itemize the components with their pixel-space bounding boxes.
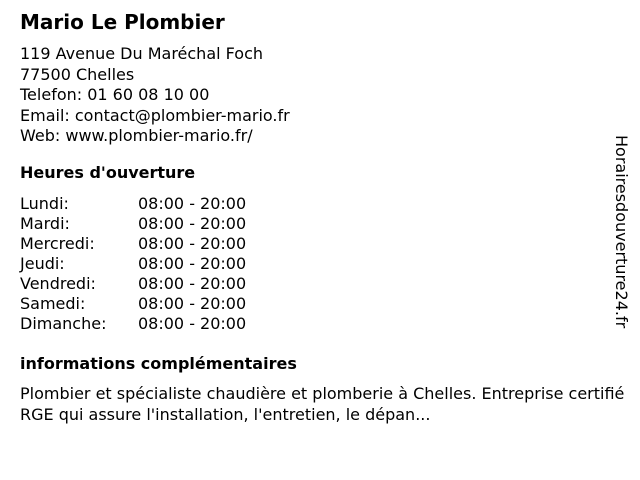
time-range: 08:00 - 20:00 bbox=[138, 274, 247, 293]
phone-line: Telefon: 01 60 08 10 00 bbox=[20, 85, 210, 104]
time-range: 08:00 - 20:00 bbox=[138, 294, 247, 313]
web-line: Web: www.plombier-mario.fr/ bbox=[20, 126, 253, 145]
time-range: 08:00 - 20:00 bbox=[138, 194, 247, 213]
address-street: 119 Avenue Du Maréchal Foch bbox=[20, 44, 264, 63]
time-range: 08:00 - 20:00 bbox=[138, 234, 247, 253]
info-heading: informations complémentaires bbox=[20, 354, 297, 373]
day-label: Jeudi: bbox=[20, 254, 65, 273]
address-city: 77500 Chelles bbox=[20, 64, 135, 84]
time-range: 08:00 - 20:00 bbox=[138, 314, 247, 333]
day-label: Samedi: bbox=[20, 294, 86, 313]
business-name: Mario Le Plombier bbox=[20, 10, 225, 34]
time-range: 08:00 - 20:00 bbox=[138, 254, 247, 273]
day-label: Dimanche: bbox=[20, 314, 107, 333]
day-label: Lundi: bbox=[20, 194, 69, 213]
day-label: Mardi: bbox=[20, 214, 70, 233]
site-watermark: Horairesdouverture24.fr bbox=[612, 135, 631, 329]
info-description: Plombier et spécialiste chaudière et plomberie à Chelles. Entreprise certifié RGE qui assure l'installation, l'entretien, le dépan... bbox=[20, 384, 625, 424]
email-line: Email: contact@plombier-mario.fr bbox=[20, 105, 290, 125]
hours-heading: Heures d'ouverture bbox=[20, 163, 196, 182]
day-label: Vendredi: bbox=[20, 274, 96, 293]
contact-block bbox=[20, 44, 290, 147]
time-range: 08:00 - 20:00 bbox=[138, 214, 247, 233]
day-label: Mercredi: bbox=[20, 234, 95, 253]
